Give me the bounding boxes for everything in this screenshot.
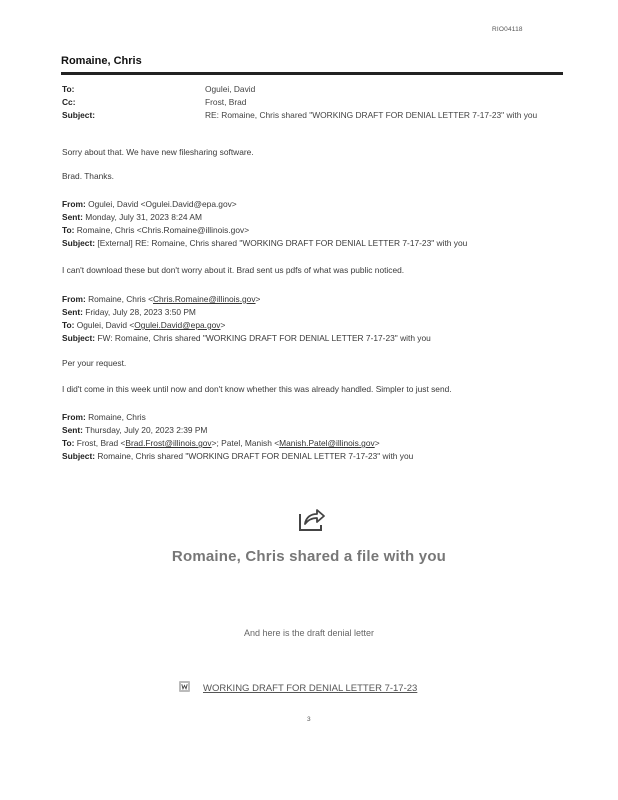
quoted1-sent-value: Monday, July 31, 2023 8:24 AM (85, 212, 202, 222)
quoted3-subject-label: Subject: (62, 451, 96, 461)
quoted2-sent-value: Friday, July 28, 2023 3:50 PM (85, 307, 196, 317)
quoted3-to-mid: >; Patel, Manish < (211, 438, 280, 448)
quoted2-from-suffix: > (255, 294, 261, 304)
shared-file-name[interactable]: WORKING DRAFT FOR DENIAL LETTER 7-17-23 (203, 683, 418, 694)
quoted3-from (62, 412, 146, 423)
quoted1-subject-value: [External] RE: Romaine, Chris shared "WORKING DRAFT FOR DENIAL LETTER 7-17-23" with you (97, 238, 468, 248)
quoted3-to-suffix: > (374, 438, 380, 448)
shared-file-link[interactable] (178, 680, 417, 695)
quoted3-sent-label: Sent: (62, 425, 83, 435)
message-line-2: Brad. Thanks. (62, 171, 114, 181)
quoted1-subject (62, 238, 467, 249)
quoted3-to-prefix: Frost, Brad < (76, 438, 126, 448)
share-arrow-icon (297, 505, 327, 533)
quoted1-to-label: To: (62, 225, 75, 235)
quoted3-from-label: From: (62, 412, 86, 422)
quoted1-to-value: Romaine, Chris <Chris.Romaine@illinois.gov> (76, 225, 250, 235)
quoted1-body: I can't download these but don't worry about it. Brad sent us pdfs of what was public noticed. (62, 265, 405, 275)
header-divider (61, 72, 563, 75)
quoted2-from (62, 294, 260, 305)
quoted2-to-suffix: > (220, 320, 226, 330)
shared-file-message: And here is the draft denial letter (243, 628, 375, 638)
quoted1-sent (62, 212, 202, 223)
quoted2-from-email-link[interactable]: Chris.Romaine@illinois.gov (153, 294, 256, 304)
quoted1-to (62, 225, 249, 236)
quoted2-body-line-2: I did't come in this week until now and don't know whether this was already handled. Simpler to just send. (62, 384, 452, 394)
quoted2-subject-label: Subject: (62, 333, 96, 343)
quoted3-to-email-link-2[interactable]: Manish.Patel@illinois.gov (279, 438, 375, 448)
bates-number: RIO04118 (492, 26, 523, 33)
quoted2-sent (62, 307, 196, 318)
quoted3-sent-value: Thursday, July 20, 2023 2:39 PM (85, 425, 208, 435)
shared-file-title: Romaine, Chris shared a file with you (171, 548, 447, 565)
cc-label: Cc: (62, 97, 76, 107)
quoted2-to-label: To: (62, 320, 75, 330)
quoted2-from-name: Romaine, Chris < (88, 294, 153, 304)
message-line-1: Sorry about that. We have new filesharing software. (62, 147, 254, 157)
quoted1-from-label: From: (62, 199, 86, 209)
quoted2-from-label: From: (62, 294, 86, 304)
quoted3-sent (62, 425, 207, 436)
quoted1-from (62, 199, 237, 210)
quoted3-to-email-link-1[interactable]: Brad.Frost@illinois.gov (125, 438, 212, 448)
quoted2-sent-label: Sent: (62, 307, 83, 317)
quoted3-to (62, 438, 380, 449)
quoted3-to-label: To: (62, 438, 75, 448)
quoted3-subject-value: Romaine, Chris shared "WORKING DRAFT FOR DENIAL LETTER 7-17-23" with you (97, 451, 414, 461)
quoted2-subject (62, 333, 431, 344)
subject-label: Subject: (62, 110, 96, 120)
quoted1-from-value: Ogulei, David <Ogulei.David@epa.gov> (88, 199, 237, 209)
quoted2-subject-value: FW: Romaine, Chris shared "WORKING DRAFT FOR DENIAL LETTER 7-17-23" with you (97, 333, 431, 343)
subject-value: RE: Romaine, Chris shared "WORKING DRAFT FOR DENIAL LETTER 7-17-23" with you (205, 110, 538, 120)
quoted2-to (62, 320, 225, 331)
quoted3-subject (62, 451, 413, 462)
quoted2-to-email-link[interactable]: Ogulei.David@epa.gov (134, 320, 221, 330)
to-label: To: (62, 84, 75, 94)
quoted1-subject-label: Subject: (62, 238, 96, 248)
quoted1-sent-label: Sent: (62, 212, 83, 222)
quoted3-from-value: Romaine, Chris (88, 412, 146, 422)
quoted2-body-line-1: Per your request. (62, 358, 127, 368)
word-file-icon (178, 680, 191, 693)
page-number: 3 (307, 716, 311, 723)
quoted2-to-name: Ogulei, David < (76, 320, 135, 330)
sender-name: Romaine, Chris (61, 55, 142, 67)
to-value: Ogulei, David (205, 84, 256, 94)
cc-value: Frost, Brad (205, 97, 247, 107)
